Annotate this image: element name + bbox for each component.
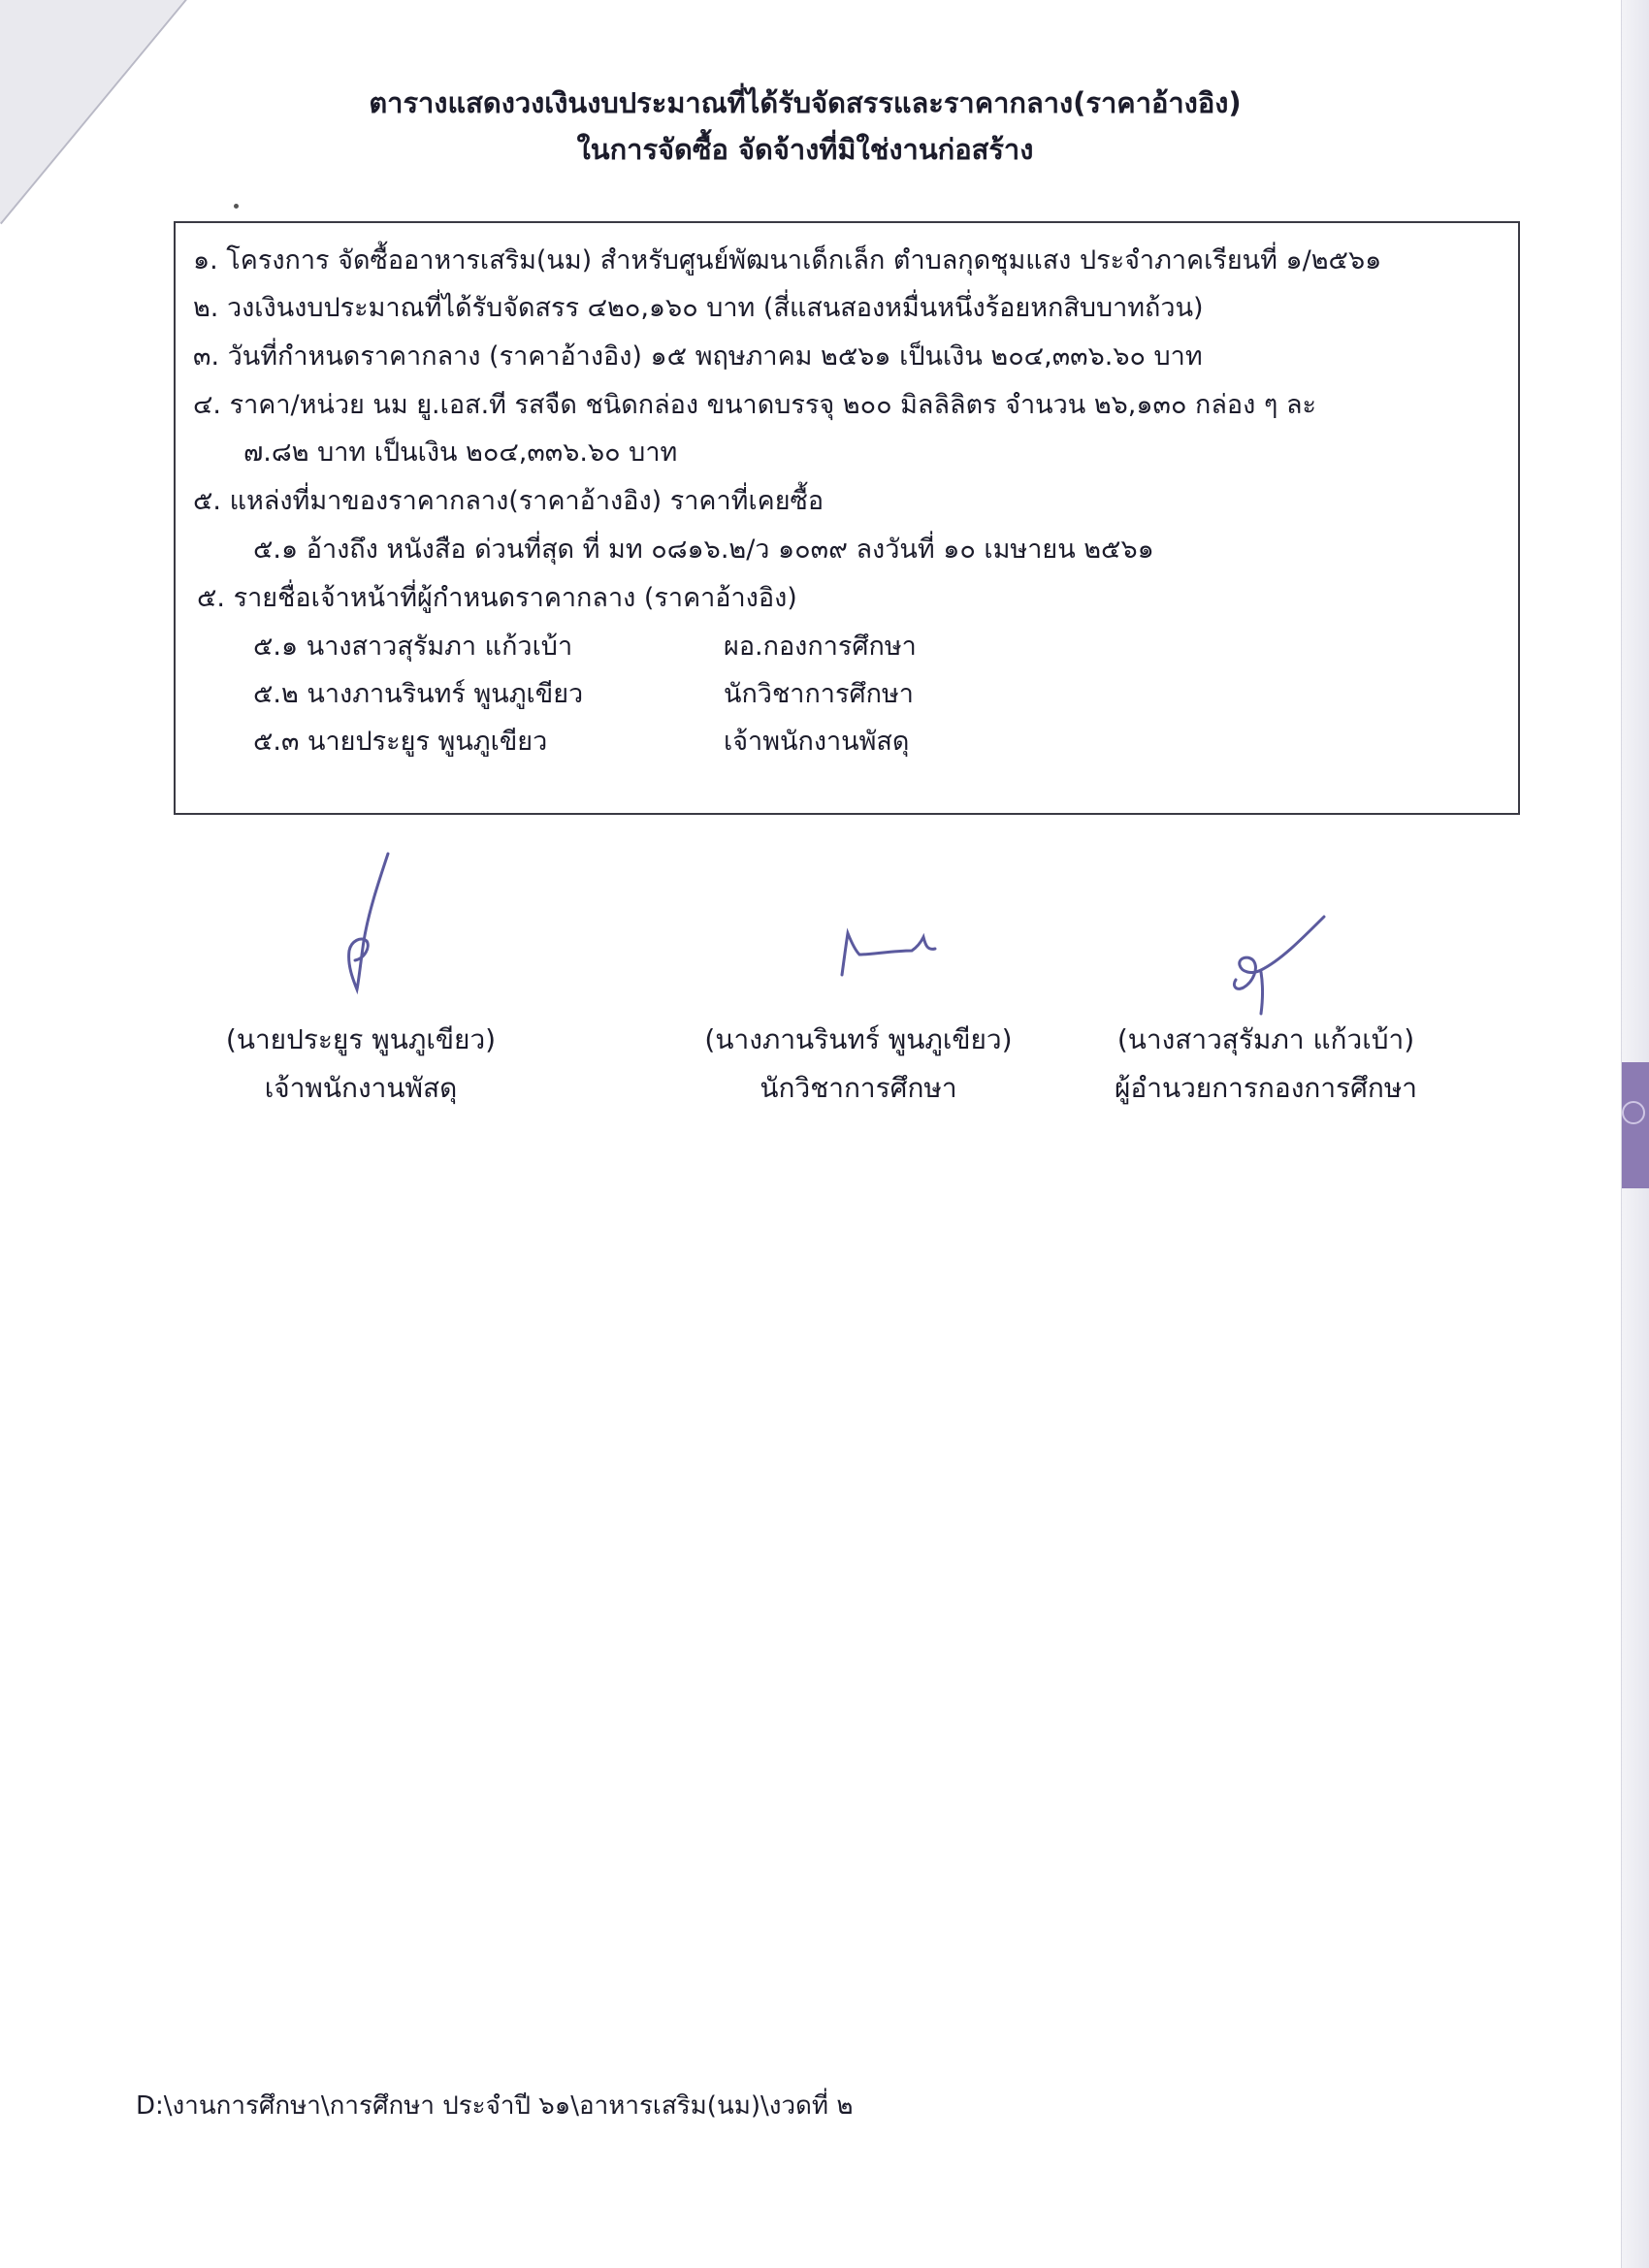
item-price-source-ref: ๕.๑ อ้างถึง หนังสือ ด่วนที่สุด ที่ มท ๐๘๑๖.๒/ว ๑๐๓๙ ลงวันที่ ๑๐ เมษายน ๒๕๖๑	[253, 535, 1154, 565]
side-tab	[1622, 1062, 1649, 1188]
item-officers-heading: ๕. รายชื่อเจ้าหน้าที่ผู้กำหนดราคากลาง (ราคาอ้างอิง)	[197, 583, 797, 613]
document-header	[0, 80, 1610, 173]
file-path: D:\งานการศึกษา\การศึกษา ประจำปี ๖๑\อาหารเสริม(นม)\งวดที่ ๒	[136, 2091, 854, 2121]
signature-3	[1203, 912, 1329, 1019]
item-budget: ๒. วงเงินงบประมาณที่ได้รับจัดสรร ๔๒๐,๑๖๐ บาท (สี่แสนสองหมื่นหนึ่งร้อยหกสิบบาทถ้วน)	[193, 293, 1204, 323]
details-box	[174, 221, 1520, 815]
item-price-source: ๕. แหล่งที่มาของราคากลาง(ราคาอ้างอิง) ราคาที่เคยซื้อ	[193, 486, 824, 516]
signature-block-2	[694, 1016, 1023, 1113]
signature-1	[310, 844, 417, 999]
title-line-1: ตารางแสดงวงเงินงบประมาณที่ได้รับจัดสรรและราคากลาง(ราคาอ้างอิง)	[369, 86, 1242, 119]
signer-position: นักวิชาการศึกษา	[760, 1072, 957, 1104]
item-unit-price-cont: ๗.๘๒ บาท เป็นเงิน ๒๐๔,๓๓๖.๖๐ บาท	[243, 437, 678, 468]
officer-position: นักวิชาการศึกษา	[724, 679, 914, 709]
officer-position: ผอ.กองการศึกษา	[724, 632, 917, 662]
item-unit-price: ๔. ราคา/หน่วย นม ยู.เอส.ที รสจืด ชนิดกล่อง ขนาดบรรจุ ๒๐๐ มิลลิลิตร จำนวน ๒๖,๑๓๐ กล่อง ๆ ละ	[193, 390, 1317, 420]
item-reference-date: ๓. วันที่กำหนดราคากลาง (ราคาอ้างอิง) ๑๕ พฤษภาคม ๒๕๖๑ เป็นเงิน ๒๐๔,๓๓๖.๖๐ บาท	[193, 341, 1203, 372]
signer-position: เจ้าพนักงานพัสดุ	[264, 1072, 458, 1104]
signature-block-3	[1091, 1016, 1440, 1113]
officer-name: ๕.๒ นางภานรินทร์ พูนภูเขียว	[253, 679, 584, 709]
officer-position: เจ้าพนักงานพัสดุ	[724, 727, 910, 757]
item-project: ๑. โครงการ จัดซื้ออาหารเสริม(นม) สำหรับศูนย์พัฒนาเด็กเล็ก ตำบลกุดชุมแสง ประจำภาคเรียนที่ ๑/๒๕๖๑	[193, 245, 1382, 275]
signer-name: (นายประยูร พูนภูเขียว)	[225, 1023, 497, 1055]
speck	[234, 204, 239, 209]
signer-position: ผู้อำนวยการกองการศึกษา	[1115, 1072, 1417, 1104]
signature-block-1	[206, 1016, 516, 1113]
signer-name: (นางภานรินทร์ พูนภูเขียว)	[704, 1023, 1013, 1055]
title-line-2: ในการจัดซื้อ จัดจ้างที่มิใช่งานก่อสร้าง	[576, 133, 1034, 166]
officer-name: ๕.๑ นางสาวสุรัมภา แก้วเบ้า	[253, 632, 573, 662]
signature-2	[834, 922, 951, 980]
signer-name: (นางสาวสุรัมภา แก้วเบ้า)	[1116, 1023, 1415, 1055]
officer-name: ๕.๓ นายประยูร พูนภูเขียว	[253, 727, 548, 757]
side-tab-mark-icon	[1622, 1101, 1645, 1124]
